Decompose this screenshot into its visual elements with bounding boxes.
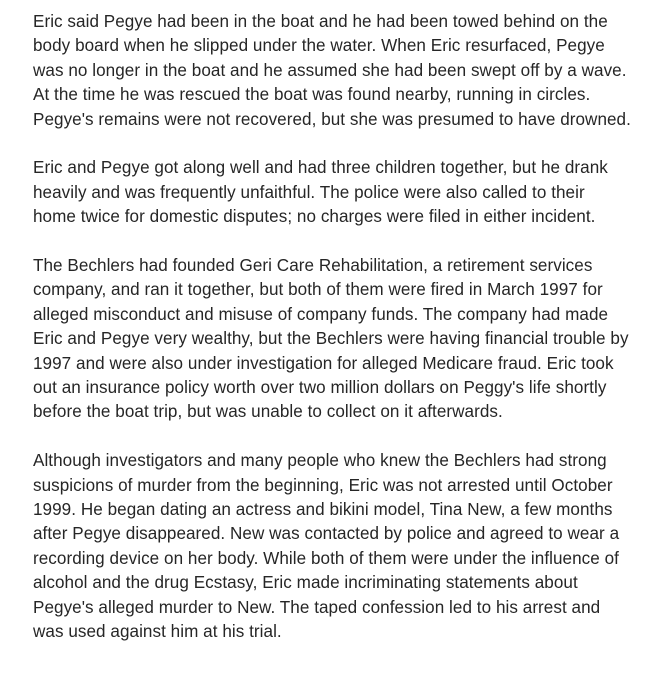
paragraph-boat-account: Eric said Pegye had been in the boat and he had been towed behind on the body board when he slipped under the water. When Eric resurfaced, Pegye was no longer in the boat and he assumed she had been swept off by a wave. At the time he was rescued the boat was found nearby, running in circles. Pegye's remains were not recovered, but she was presumed to have drowned. [33,12,631,129]
paragraph-company: The Bechlers had founded Geri Care Rehabilitation, a retirement services company, and ran it together, but both of them were fired in March 1997 for alleged misconduct and misuse of company funds. The company had made Eric and Pegye very wealthy, but the Bechlers were having financial trouble by 1997 and were also under investigation for alleged Medicare fraud. Eric took out an insurance policy worth over two million dollars on Peggy's life shortly before the boat trip, but was unable to collect on it afterwards. [33,256,629,422]
paragraph-investigation: Although investigators and many people who knew the Bechlers had strong suspicions of murder from the beginning, Eric was not arrested until October 1999. He began dating an actress and bikini model, Tina New, a few months after Pegye disappeared. New was contacted by police and agreed to wear a recording device on her body. While both of them were under the influence of alcohol and the drug Ecstasy, Eric made incriminating statements about Pegye's alleged murder to New. The taped confession led to his arrest and was used against him at his trial. [33,451,620,642]
paragraph-marriage: Eric and Pegye got along well and had three children together, but he drank heavily and was frequently unfaithful. The police were also called to their home twice for domestic disputes; no charges were filed in either incident. [33,158,608,227]
